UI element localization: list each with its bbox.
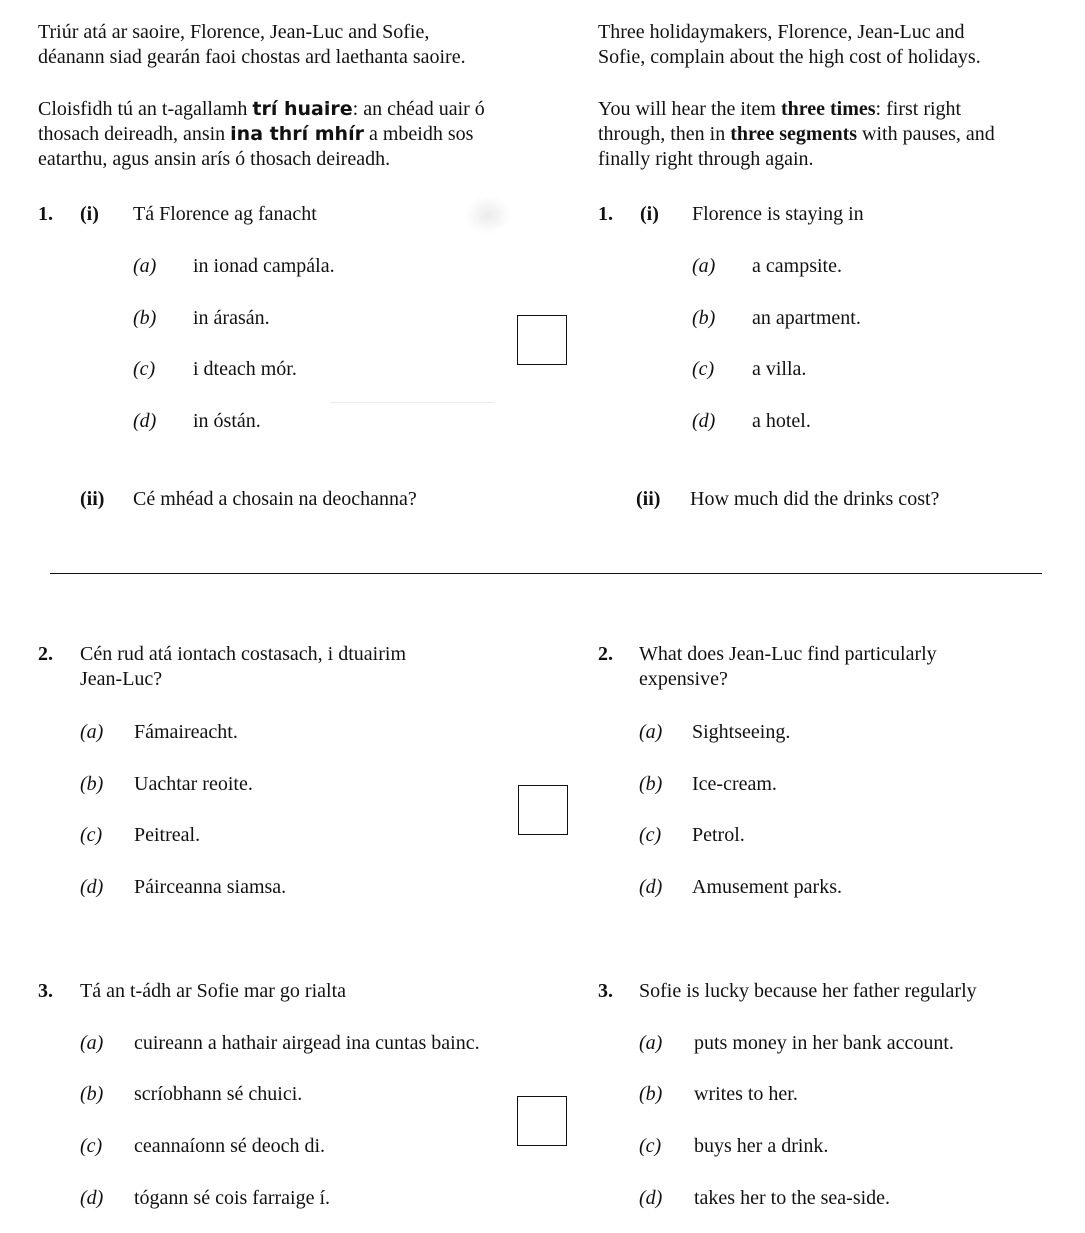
q3-stem-ga: Tá an t-ádh ar Sofie mar go rialta [80, 980, 346, 1002]
q2-option-c-letter-en: (c) [639, 824, 662, 846]
q3-option-d-text-en: takes her to the sea-side. [694, 1187, 891, 1209]
q1-number-ga: 1. [38, 203, 53, 225]
q1-option-b-text-en: an apartment. [752, 307, 861, 329]
q3-option-a-letter-ga: (a) [80, 1032, 104, 1054]
emphasis-three-times-ga: trí huaire [252, 98, 353, 120]
q1-part-ii-question-en: How much did the drinks cost? [690, 488, 940, 510]
q1-option-b-text-ga: in árasán. [193, 307, 270, 329]
q3-option-a-text-ga: cuireann a hathair airgead ina cuntas bainc. [134, 1032, 480, 1054]
q3-answer-box[interactable] [517, 1096, 567, 1146]
q3-option-d-text-ga: tógann sé cois farraige í. [134, 1187, 331, 1209]
q3-number-ga: 3. [38, 980, 53, 1002]
intro-english-description: Three holidaymakers, Florence, Jean-Luc and Sofie, complain about the high cost of holidays. [598, 21, 981, 68]
q3-option-b-text-en: writes to her. [694, 1083, 798, 1105]
q1-answer-box[interactable] [517, 315, 567, 365]
intro-irish-instructions: Cloisfidh tú an t-agallamh trí huaire: an chéad uair ó thosach deireadh, ansin ina thrí mhír a mbeidh sos eatarthu, agus ansin arís ó thosach deireadh. [38, 98, 485, 170]
q2-answer-box[interactable] [518, 785, 568, 835]
q1-number-en: 1. [598, 203, 613, 225]
q1-option-c-letter-ga: (c) [133, 358, 156, 380]
q2-option-c-letter-ga: (c) [80, 824, 103, 846]
q2-option-a-text-en: Sightseeing. [692, 721, 791, 743]
q3-option-b-letter-en: (b) [639, 1083, 663, 1105]
q1-stem-en: Florence is staying in [692, 203, 864, 225]
q1-option-a-letter-ga: (a) [133, 255, 157, 277]
emphasis-three-segments-ga: ina thrí mhír [230, 123, 364, 145]
q2-option-a-text-ga: Fámaireacht. [134, 721, 238, 743]
q1-stem-ga: Tá Florence ag fanacht [133, 203, 317, 225]
q1-option-c-text-ga: i dteach mór. [193, 358, 297, 380]
q1-option-d-letter-ga: (d) [133, 410, 157, 432]
q2-option-a-letter-ga: (a) [80, 721, 104, 743]
q1-option-b-letter-en: (b) [692, 307, 716, 329]
q1-part-i-en: (i) [640, 203, 659, 225]
q1-option-d-text-en: a hotel. [752, 410, 811, 432]
q1-part-ii-ga: (ii) [80, 488, 105, 510]
q3-option-c-letter-en: (c) [639, 1135, 662, 1157]
q1-part-ii-question-ga: Cé mhéad a chosain na deochanna? [133, 488, 417, 510]
scan-smudge [465, 196, 511, 234]
emphasis-three-times-en: three times [780, 98, 876, 120]
q2-option-c-text-en: Petrol. [692, 824, 745, 846]
q1-part-i-ga: (i) [80, 203, 99, 225]
q1-option-a-text-en: a campsite. [752, 255, 842, 277]
q3-option-c-text-ga: ceannaíonn sé deoch di. [134, 1135, 326, 1157]
q3-option-a-text-en: puts money in her bank account. [694, 1032, 954, 1054]
q3-option-d-letter-en: (d) [639, 1187, 663, 1209]
q1-part-ii-answer-line[interactable] [50, 573, 1042, 574]
q3-option-b-text-ga: scríobhann sé chuici. [134, 1083, 303, 1105]
q1-option-d-letter-en: (d) [692, 410, 716, 432]
q2-option-c-text-ga: Peitreal. [134, 824, 201, 846]
q2-stem-en: What does Jean-Luc find particularly expensive? [639, 643, 937, 690]
q3-number-en: 3. [598, 980, 613, 1002]
q2-number-en: 2. [598, 643, 613, 665]
q1-part-ii-en: (ii) [636, 488, 661, 510]
q2-option-a-letter-en: (a) [639, 721, 663, 743]
intro-irish-description: Triúr atá ar saoire, Florence, Jean-Luc and Sofie, déanann siad gearán faoi chostas ard laethanta saoire. [38, 21, 466, 68]
q2-option-d-text-en: Amusement parks. [692, 876, 842, 898]
q1-option-c-text-en: a villa. [752, 358, 807, 380]
q2-option-b-letter-ga: (b) [80, 773, 104, 795]
q1-option-c-letter-en: (c) [692, 358, 715, 380]
q3-option-c-letter-ga: (c) [80, 1135, 103, 1157]
q1-option-a-letter-en: (a) [692, 255, 716, 277]
q3-option-b-letter-ga: (b) [80, 1083, 104, 1105]
q2-stem-ga: Cén rud atá iontach costasach, i dtuairim Jean-Luc? [80, 643, 407, 690]
q1-option-b-letter-ga: (b) [133, 307, 157, 329]
q2-option-d-letter-en: (d) [639, 876, 663, 898]
q2-option-b-letter-en: (b) [639, 773, 663, 795]
emphasis-three-segments-en: three segments [730, 123, 858, 145]
q1-option-d-text-ga: in óstán. [193, 410, 261, 432]
intro-english-instructions: You will hear the item three times: first right through, then in three segments with pauses, and finally right through again. [598, 98, 995, 170]
scan-faint-line [330, 402, 495, 403]
q3-option-a-letter-en: (a) [639, 1032, 663, 1054]
q3-option-d-letter-ga: (d) [80, 1187, 104, 1209]
q3-option-c-text-en: buys her a drink. [694, 1135, 829, 1157]
q1-option-a-text-ga: in ionad campála. [193, 255, 335, 277]
q2-option-b-text-ga: Uachtar reoite. [134, 773, 253, 795]
q3-stem-en: Sofie is lucky because her father regularly [639, 980, 977, 1002]
q2-option-d-letter-ga: (d) [80, 876, 104, 898]
q2-number-ga: 2. [38, 643, 53, 665]
q2-option-b-text-en: Ice-cream. [692, 773, 777, 795]
q2-option-d-text-ga: Páirceanna siamsa. [134, 876, 287, 898]
